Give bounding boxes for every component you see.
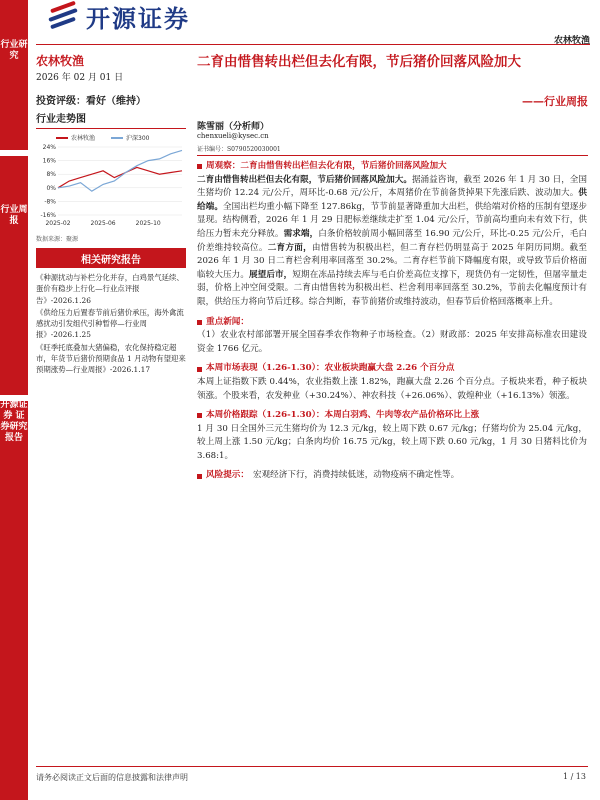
series-line bbox=[58, 167, 182, 187]
x-tick-label: 2025-10 bbox=[135, 220, 161, 227]
y-tick-label: 8% bbox=[46, 171, 56, 179]
y-tick-label: -16% bbox=[40, 212, 56, 219]
related-report-link[interactable]: 《旺季托底叠加大猪偏稳，农化保持稳定超市，年货节后猪价预期食品 1 月动物有望迎来预期涨势—行业周报》-2026.1.17 bbox=[36, 342, 186, 375]
report-body bbox=[197, 158, 587, 483]
analyst-cert: 证书编号：S0790520030001 bbox=[197, 146, 281, 153]
paragraph-text: 白条价格较前周小幅回落至 16.90 元/公斤，环比-0.25 元/公斤，毛白价差维持较高位。 bbox=[197, 228, 587, 253]
related-report-link[interactable]: 《种源扰动与补栏分化并存，白鸡景气延续、蛋价有稳步上行化—行业点评报告》-2026.1.26 bbox=[36, 273, 184, 305]
paragraph-text: 由惜售转为积极出栏，但二育存栏仍明显高于 2025 年阴历同期。截至 2026 年 1 月 30 日二育栏舍利用率回落至 30.2%。二育存栏节前下降幅度有限，或导致节后价格面临较大压力。 bbox=[197, 242, 587, 280]
report-subtitle: ——行业周报 bbox=[522, 95, 588, 108]
chart-source: 数据来源：聚源 bbox=[36, 236, 79, 243]
header-category: 农林牧渔 bbox=[553, 36, 590, 46]
strip-label-bottom: 开源证券 证券研究报告 bbox=[0, 400, 28, 443]
left-color-strip bbox=[0, 0, 28, 800]
legend-item bbox=[111, 133, 149, 142]
footer-disclaimer: 请务必阅读正文后面的信息披露和法律声明 bbox=[36, 773, 188, 782]
legend-label: 沪深300 bbox=[126, 135, 150, 142]
paragraph-keyword: 需求端， bbox=[283, 228, 319, 239]
investment-rating: 投资评级：看好（维持） bbox=[36, 96, 146, 107]
section-paragraph bbox=[197, 174, 587, 310]
trend-chart bbox=[36, 128, 186, 232]
section-inline-text: 宏观经济下行，消费持续低迷，动物疫病不确定性等。 bbox=[252, 470, 460, 481]
paragraph-text: 全国出栏均重小幅下降至 127.86kg，节节前显著降重加大出栏，供给端对价格的压制有望逐步显现。结构侧看，2026 年 1 月 29 日肥标差继续走扩至 1.04 元/公斤，节前高均重向未有效下行，供给压力暂未充分释放。 bbox=[197, 201, 587, 239]
section-divider bbox=[197, 155, 588, 156]
logo-mark-icon bbox=[46, 3, 82, 29]
section-heading-text: 重点新闻： bbox=[206, 316, 249, 327]
paragraph-keyword: 二育方面， bbox=[267, 242, 312, 253]
paragraph-text: 据涌益咨询，截至 2026 年 1 月 30 日，全国生猪均价 12.24 元/公斤，周环比-0.68 元/公斤，本周猪价在节前备货掉果下先涨后跌、波动加大。 bbox=[197, 174, 587, 199]
report-title: 二育由惜售转出栏但去化有限，节后猪价回落风险加大 bbox=[197, 54, 521, 70]
legend-swatch bbox=[111, 137, 123, 139]
section-paragraph: 本周上证指数下跌 0.44%，农业指数上涨 1.82%，跑赢大盘 2.26 个百分点。子板块来看，种子板块领涨。个股来看，农发种业（+30.24%）、神农科技（+26.06%）、敦煌种业（+16.13%）领涨。 bbox=[197, 376, 587, 401]
analyst-email[interactable]: chenxueli@kysec.cn bbox=[197, 132, 269, 140]
section-heading bbox=[197, 316, 587, 330]
brand-logo bbox=[46, 2, 190, 33]
brand-name: 开源证券 bbox=[86, 4, 190, 33]
strip-label-top: 行业研究 bbox=[0, 40, 28, 61]
chart-plot bbox=[36, 143, 186, 233]
section-heading-text: 本周市场表现（1.26-1.30）：农业板块跑赢大盘 2.26 个百分点 bbox=[206, 363, 455, 374]
chart-legend bbox=[56, 133, 186, 142]
industry-name: 农林牧渔 bbox=[36, 54, 85, 68]
related-report-link[interactable]: 《供给压力后置春节前后猪价承压，海外禽流感扰动引发组代引种暂停—行业周报》-2026.1.25 bbox=[36, 307, 184, 340]
bullet-icon bbox=[197, 320, 202, 325]
x-tick-label: 2025-02 bbox=[45, 220, 71, 227]
section-heading bbox=[197, 362, 587, 376]
paragraph-lead: 二育由惜售转出栏但去化有限，节后猪价回落风险加大。 bbox=[197, 174, 412, 185]
paragraph-keyword: 展望后市， bbox=[249, 269, 293, 280]
report-date: 2026 年 02 月 01 日 bbox=[36, 73, 124, 83]
bullet-icon bbox=[197, 474, 202, 479]
bullet-icon bbox=[197, 413, 202, 418]
strip-divider bbox=[0, 150, 28, 156]
header-divider bbox=[36, 44, 590, 45]
related-research-list bbox=[36, 272, 186, 377]
paragraph-keyword: 供给端。 bbox=[197, 188, 587, 212]
strip-label-mid: 行业周报 bbox=[0, 205, 28, 226]
y-tick-label: 24% bbox=[42, 144, 56, 151]
page-number: 1 / 13 bbox=[562, 772, 586, 781]
section-heading bbox=[197, 469, 587, 483]
legend-label: 农林牧渔 bbox=[71, 135, 96, 142]
section-paragraph: （1）农业农村部部署开展全国春季农作物种子市场检查。（2）财政部：2025 年安排高标准农田建设资金 1766 亿元。 bbox=[197, 330, 587, 354]
section-paragraph: 1 月 30 日全国外三元生猪均价为 12.3 元/kg，较上周下跌 0.67 元/kg；仔猪均价为 25.04 元/kg，较上周上涨 1.50 元/kg；白条肉均价 16.75 元/kg，较上周下跌 0.60 元/kg，1 月 30 日猪料比价为 3.68:1。 bbox=[197, 423, 587, 461]
paragraph-text: 短期在冻品持续去库与毛白价差高位支撑下，现货仍有一定韧性，但屠宰量走弱，价格上冲空间受限。二育由惜售转为积极出栏、栏舍利用率回落至 30.2%，节前去化幅度预计有限，供给压力将向节后迁移。综合判断，春节前猪价或维持波动，但春节后价格回落概率上升。 bbox=[197, 269, 587, 307]
legend-swatch bbox=[56, 137, 68, 139]
x-tick-label: 2025-06 bbox=[90, 220, 116, 227]
y-tick-label: -8% bbox=[44, 198, 56, 206]
section-heading bbox=[197, 409, 587, 423]
section-heading-text: 风险提示： bbox=[206, 470, 249, 481]
y-tick-label: 16% bbox=[42, 157, 56, 165]
analyst-name: 陈雪丽（分析师） bbox=[197, 122, 270, 132]
section-heading-text: 本周价格跟踪（1.26-1.30）：本周白羽鸡、牛肉等农产品价格环比上涨 bbox=[206, 410, 480, 421]
related-research-header: 相关研究报告 bbox=[36, 248, 186, 268]
bullet-icon bbox=[197, 367, 202, 372]
y-tick-label: 0% bbox=[46, 184, 56, 192]
series-line bbox=[58, 150, 182, 191]
section-heading-text: 周观察：二育由惜售转出栏但去化有限，节后猪价回落风险加大 bbox=[206, 161, 447, 171]
trend-chart-title: 行业走势图 bbox=[36, 114, 86, 125]
bullet-icon bbox=[197, 164, 202, 169]
section-heading bbox=[197, 160, 587, 174]
legend-item bbox=[56, 133, 95, 142]
footer-divider bbox=[36, 766, 588, 767]
